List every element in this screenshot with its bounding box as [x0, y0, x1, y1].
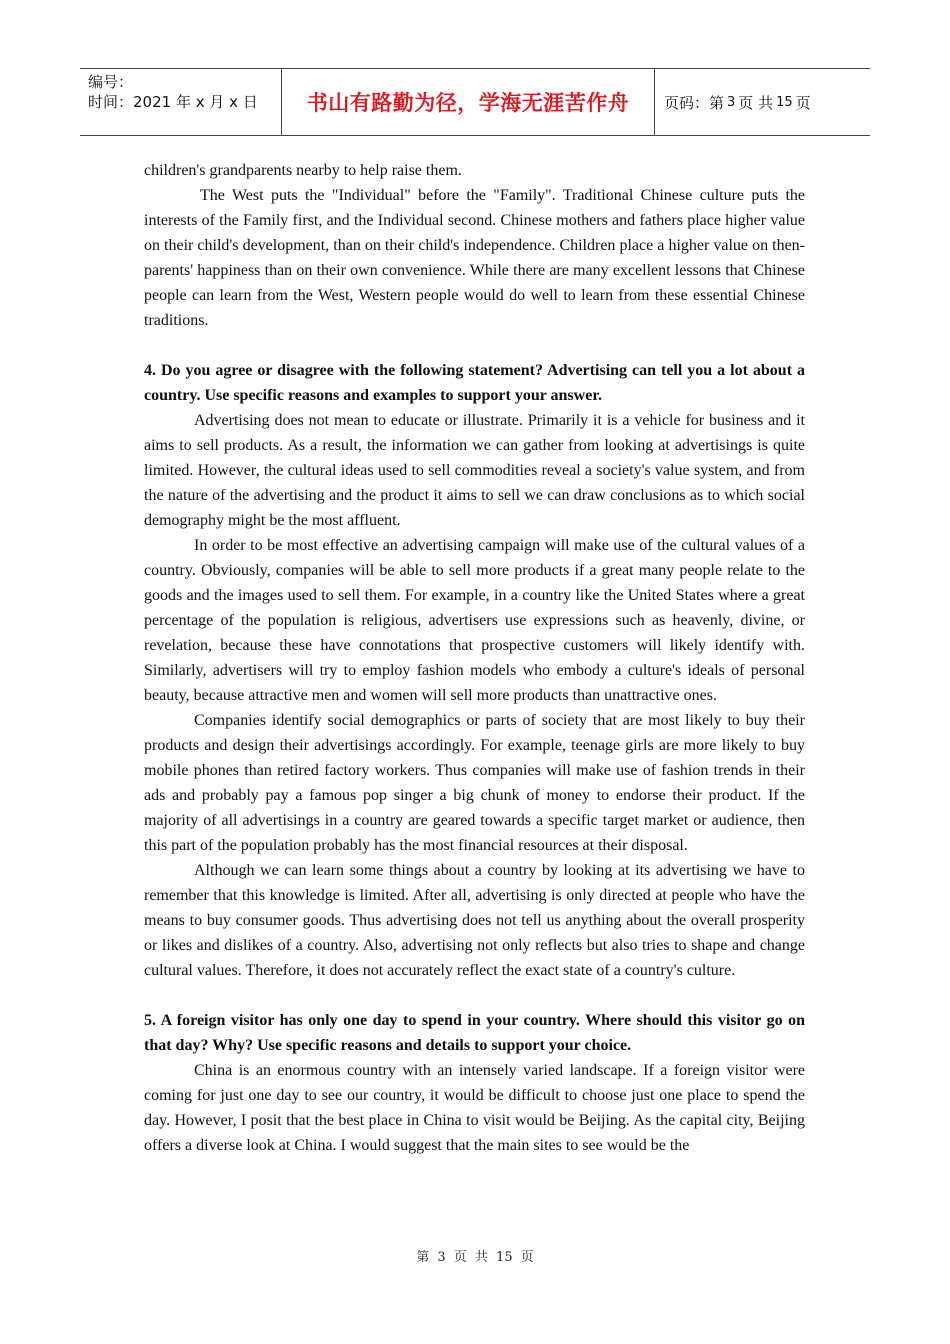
page-footer: 第 3 页 共 15 页 — [416, 1250, 534, 1265]
document-body — [144, 158, 805, 1158]
page-total: 15 — [776, 94, 793, 110]
header-page-info — [655, 69, 870, 135]
paragraph: Companies identify social demographics or parts of society that are most likely to buy their products and design their advertisings accordingly. For example, teenage girls are more likely to buy mobile phones than retired factory workers. Thus companies will make use of fashion trends in their ads and probably pay a famous pop singer a big chunk of money to endorse their product. If the majority of all advertisings in a country are geared towards a specific target market or audience, then this part of the population probably has the most financial resources at their disposal. — [144, 712, 805, 854]
paragraph: Although we can learn some things about a country by looking at its advertising we have to remember that this knowledge is limited. After all, advertising is only directed at people who have the means to buy consumer goods. Thus advertising does not tell us anything about the overall prosperity or likes and dislikes of a country. Also, advertising not only reflects but also tries to shape and change cultural values. Therefore, it does not accurately reflect the exact state of a country's culture. — [144, 862, 805, 979]
paragraph-continuation: children's grandparents nearby to help raise them. — [144, 162, 462, 179]
header-motto: 书山有路勤为径，学海无涯苦作舟 — [281, 69, 655, 135]
date-label: 时间：2021 年 x 月 x 日 — [88, 93, 258, 111]
page-mid: 页 共 — [738, 93, 774, 112]
paragraph: The West puts the "Individual" before the "Family". Traditional Chinese culture puts the interests of the Family first, and the Individual second. Chinese mothers and fathers place higher value on their child's development, than on their child's independence. Children place a higher value on then-parents' happiness than on their own convenience. While there are many excellent lessons that Chinese people can learn from the West, Western people would do well to learn from these essential Chinese traditions. — [144, 187, 805, 329]
paragraph: In order to be most effective an advertising campaign will make use of the cultural values of a country. Obviously, companies will be able to sell more products if a great many people relate to the goods and the images used to sell them. For example, in a country like the United States where a great percentage of the population is religious, advertisers use expressions such as heavenly, divine, or revelation, because these have connotations that prospective customers will likely identify with. Similarly, advertisers will try to employ fashion models who embody a culture's ideals of personal beauty, because attractive men and women will sell more products than unattractive ones. — [144, 537, 805, 704]
page-suffix: 页 — [795, 93, 811, 112]
question-heading-4: 4. Do you agree or disagree with the following statement? Advertising can tell you a lot about a country. Use specific reasons and examples to support your answer. — [144, 362, 805, 404]
question-heading-5: 5. A foreign visitor has only one day to spend in your country. Where should this visitor go on that day? Why? Use specific reasons and details to support your choice. — [144, 1012, 805, 1054]
page-header — [80, 68, 870, 136]
paragraph: China is an enormous country with an intensely varied landscape. If a foreign visitor were coming for just one day to see our country, it would be difficult to choose just one place to spend the day. However, I posit that the best place in China to visit would be Beijing. As the capital city, Beijing offers a diverse look at China. I would suggest that the main sites to see would be the — [144, 1062, 805, 1154]
serial-number-label: 编号： — [88, 73, 134, 91]
paragraph: Advertising does not mean to educate or illustrate. Primarily it is a vehicle for business and it aims to sell products. As a result, the information we can gather from looking at advertisings is quite limited. However, the cultural ideas used to sell commodities reveal a society's value system, and from the nature of the advertising and the product it aims to sell we can draw conclusions as to which social demography might be the most affluent. — [144, 412, 805, 529]
page-current: 3 — [727, 94, 736, 110]
page-prefix: 页码：第 — [664, 93, 725, 112]
header-meta — [80, 69, 281, 135]
